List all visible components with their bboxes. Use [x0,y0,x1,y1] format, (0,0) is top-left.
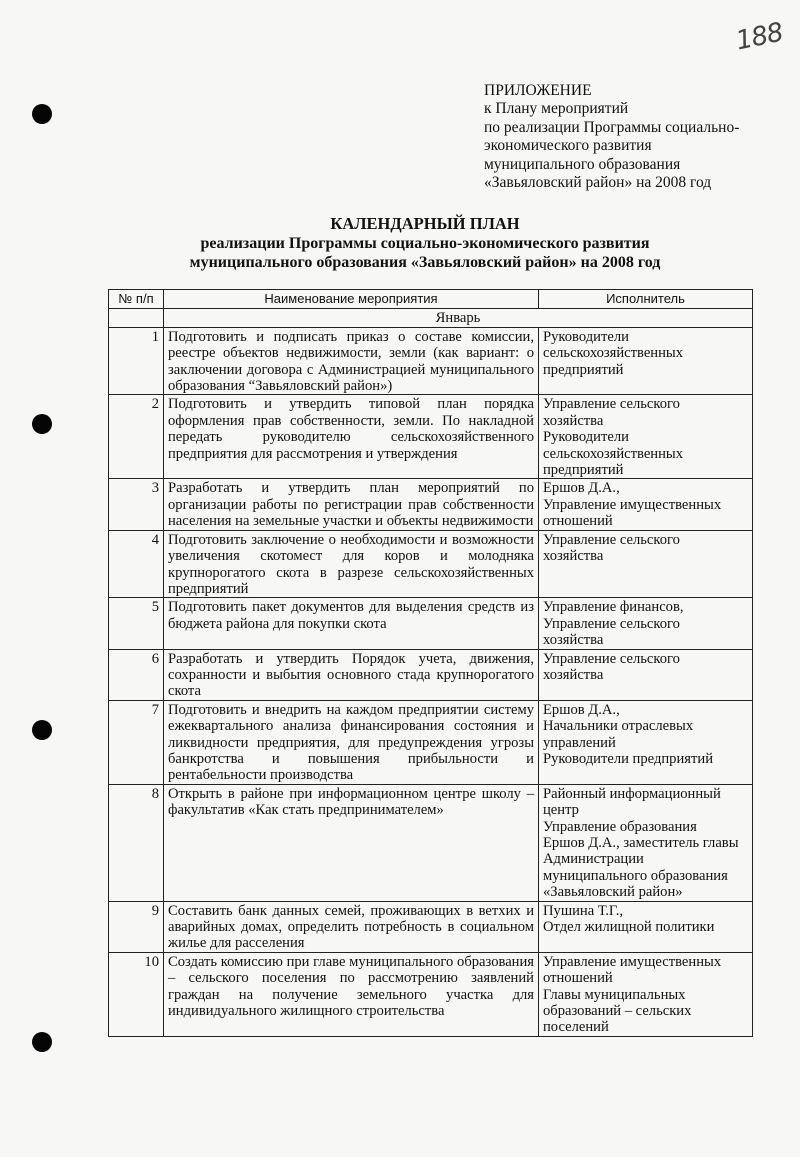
appendix-line: ПРИЛОЖЕНИЕ [484,82,592,99]
executor-line: поселений [543,1019,609,1036]
executor-line: хозяйства [543,412,604,429]
title-main: КАЛЕНДАРНЫЙ ПЛАН [330,214,520,233]
executor-line: управлений [543,734,616,751]
header-number: № п/п [109,290,164,309]
executor-line: хозяйства [543,666,604,683]
executor-line: Районный информационный [543,785,721,802]
table-header-row [109,290,753,309]
executor-line: «Завьяловский район» [543,884,683,901]
executor-line: сельскохозяйственных [543,345,684,362]
executor-line: Руководители [543,429,629,446]
activity-cell: Подготовить заключение о необходимости и возможности увеличения скотомест для коров и молодняка крупнорогатого скота в разрезе сельскохозяйственных предприятий [164,530,539,598]
executor-line: Главы муниципальных [543,986,686,1003]
activity-cell: Разработать и утвердить план мероприятий по организации работы по регистрации прав собственности населения на земельные участки и объекты недвижимости [164,479,539,530]
executor-cell [539,952,753,1036]
executor-cell [539,784,753,901]
executor-line: предприятий [543,361,624,378]
appendix-line: «Завьяловский район» на 2008 год [484,174,712,192]
activity-cell: Разработать и утвердить Порядок учета, движения, сохранности и выбытия основного стада крупнорогатого скота [164,649,539,700]
executor-line: Управление сельского [543,615,680,632]
punch-hole [32,414,52,434]
handwritten-page-number: 188 [733,17,786,57]
table-row [109,700,753,784]
executor-cell [539,700,753,784]
executor-cell [539,395,753,479]
appendix-line: по реализации Программы социально- [484,118,740,136]
activity-cell: Создать комиссию при главе муниципального образования – сельского поселения по рассмотрению заявлений граждан на получение земельного участка для индивидуального жилищного строительства [164,952,539,1036]
executor-line: отношений [543,970,613,987]
table-row [109,395,753,479]
table-row [109,952,753,1036]
row-number: 8 [109,784,164,901]
appendix-note [484,82,784,192]
row-number: 4 [109,530,164,598]
activity-cell: Подготовить и утвердить типовой план порядка оформления прав собственности, земли. По накладной передать руководителю сельскохозяйственного предприятия для рассмотрения и утверждения [164,395,539,479]
activity-cell: Открыть в районе при информационном центре школу – факультатив «Как стать предпринимателем» [164,784,539,901]
executor-line: Управление финансов, [543,599,684,616]
table-row [109,649,753,700]
executor-line: предприятий [543,462,624,479]
table-row [109,598,753,649]
row-number: 5 [109,598,164,649]
punch-hole [32,1032,52,1052]
title-subtitle: муниципального образования «Завьяловский район» на 2008 год [189,254,661,271]
executor-line: Ершов Д.А., [543,701,620,718]
table-row [109,327,753,395]
executor-line: хозяйства [543,548,604,565]
executor-line: Начальники отраслевых [543,718,694,735]
plan-table [108,289,753,1037]
appendix-line: экономического развития [484,137,652,155]
table-row [109,901,753,952]
executor-line: Управление сельского [543,650,680,667]
executor-line: муниципального образования [543,867,728,884]
executor-line: Руководители предприятий [543,750,714,767]
executor-line: Управление имущественных [543,496,722,513]
executor-line: Управление сельского [543,396,680,413]
row-number: 7 [109,700,164,784]
header-executor: Исполнитель [539,290,753,309]
punch-hole [32,104,52,124]
executor-cell [539,598,753,649]
month-spacer [109,309,164,327]
executor-cell [539,901,753,952]
document-title [100,214,750,273]
row-number: 2 [109,395,164,479]
row-number: 9 [109,901,164,952]
row-number: 3 [109,479,164,530]
executor-line: Управление имущественных [543,953,722,970]
table-row [109,479,753,530]
row-number: 10 [109,952,164,1036]
month-row [109,309,753,327]
table-row [109,784,753,901]
appendix-line: к Плану мероприятий [484,100,629,118]
month-label: Январь [164,309,753,327]
executor-line: Управление сельского [543,531,680,548]
executor-line: Управление образования [543,818,697,835]
executor-line: Администрации [543,851,644,868]
table-row [109,530,753,598]
executor-line: центр [543,802,579,819]
executor-cell [539,649,753,700]
activity-cell: Подготовить и подписать приказ о составе комиссии, реестре объектов недвижимости, земли (как вариант: о заключении договора с Администрацией муниципального образования “Завьяловский район») [164,327,539,395]
executor-line: Пушина Т.Г., [543,902,624,919]
executor-line: хозяйства [543,632,604,649]
header-activity: Наименование мероприятия [164,290,539,309]
activity-cell: Составить банк данных семей, проживающих в ветхих и аварийных домах, определить потребность в социальном жилье для расселения [164,901,539,952]
row-number: 6 [109,649,164,700]
executor-cell [539,479,753,530]
executor-cell [539,327,753,395]
executor-line: сельскохозяйственных [543,445,684,462]
executor-line: Отдел жилищной политики [543,919,715,936]
executor-line: образований – сельских [543,1003,692,1020]
activity-cell: Подготовить и внедрить на каждом предприятии систему ежеквартального анализа финансирования состояния и ликвидности предприятия, для предупреждения угрозы банкротства и повышения прибыльности и рентабельности производства [164,700,539,784]
activity-cell: Подготовить пакет документов для выделения средств из бюджета района для покупки скота [164,598,539,649]
punch-hole [32,720,52,740]
title-subtitle: реализации Программы социально-экономического развития [200,234,650,252]
executor-line: Руководители [543,328,629,345]
executor-line: Ершов Д.А., [543,480,620,497]
row-number: 1 [109,327,164,395]
appendix-line: муниципального образования [484,155,681,173]
executor-line: отношений [543,513,613,530]
executor-cell [539,530,753,598]
executor-line: Ершов Д.А., заместитель главы [543,835,739,851]
